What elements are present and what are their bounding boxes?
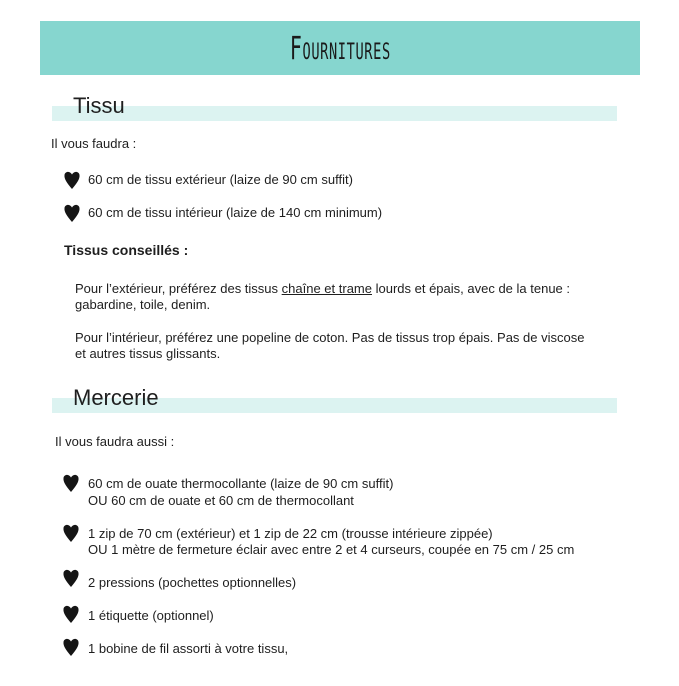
mercerie-intro: Il vous faudra aussi :	[55, 434, 175, 449]
mercerie-item-line1: 1 zip de 70 cm (extérieur) et 1 zip de 22 cm (trousse intérieure zippée)	[88, 526, 493, 541]
heart-bullet-icon	[62, 568, 80, 588]
advice-exterior-suffix: lourds et épais, avec de la tenue :	[371, 281, 570, 296]
section-title-mercerie: Mercerie	[73, 385, 159, 410]
heart-bullet-icon	[63, 203, 81, 223]
mercerie-item-line2: OU 1 mètre de fermeture éclair avec entre 2 et 4 curseurs, coupée en 75 cm / 25 cm	[88, 542, 575, 557]
tissu-item: 60 cm de tissu extérieur (laize de 90 cm suffit)	[88, 172, 353, 187]
advice-exterior-line1	[75, 281, 570, 297]
page-title: Fournitures	[289, 29, 391, 67]
tissu-item: 60 cm de tissu intérieur (laize de 140 cm minimum)	[88, 205, 383, 220]
mercerie-item-line1: 60 cm de ouate thermocollante (laize de 90 cm suffit)	[88, 476, 394, 491]
advice-interior-line1: Pour l’intérieur, préférez une popeline de coton. Pas de tissus trop épais. Pas de viscose	[75, 330, 585, 345]
heart-bullet-icon	[63, 170, 81, 190]
advice-heading: Tissus conseillés :	[64, 242, 189, 258]
advice-interior-line2: et autres tissus glissants.	[75, 346, 221, 361]
title-banner	[40, 21, 640, 75]
heart-bullet-icon	[62, 473, 80, 493]
heart-bullet-icon	[62, 637, 80, 657]
heart-bullet-icon	[62, 523, 80, 543]
mercerie-item-line1: 1 bobine de fil assorti à votre tissu,	[88, 641, 289, 656]
mercerie-item-line1: 2 pressions (pochettes optionnelles)	[88, 575, 297, 590]
mercerie-item-line2: OU 60 cm de ouate et 60 cm de thermocollant	[88, 493, 354, 508]
advice-exterior-prefix: Pour l’extérieur, préférez des tissus	[75, 281, 282, 296]
section-title-tissu: Tissu	[73, 93, 125, 118]
heart-bullet-icon	[62, 604, 80, 624]
section-bar-tissu	[52, 106, 617, 121]
chaine-et-trame-link[interactable]: chaîne et trame	[281, 281, 372, 296]
advice-exterior-line2: gabardine, toile, denim.	[75, 297, 211, 312]
tissu-intro: Il vous faudra :	[51, 136, 137, 151]
mercerie-item-line1: 1 étiquette (optionnel)	[88, 608, 214, 623]
